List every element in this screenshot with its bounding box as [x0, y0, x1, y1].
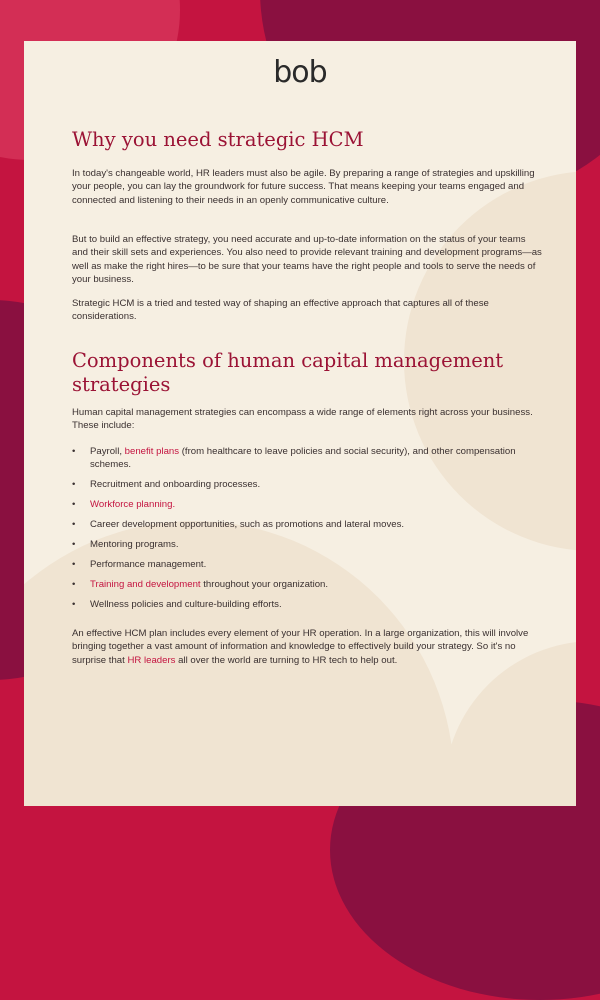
paragraph-text: An effective HCM plan includes every element of your HR operation. In a large organization, this will involve bringing together a vast amount of information and knowledge to effectively build your strategy. So it's no surprise that — [72, 628, 529, 666]
list-item — [72, 578, 542, 591]
list-item — [72, 598, 542, 611]
closing-paragraph — [72, 627, 542, 667]
benefit-plans-link[interactable]: benefit plans — [124, 446, 180, 457]
list-item — [72, 558, 542, 571]
item-text: throughout your organization. — [200, 579, 329, 591]
list-item — [72, 518, 542, 531]
bullet: • — [72, 479, 76, 491]
bullet: • — [72, 446, 76, 457]
training-development-link[interactable]: Training and development — [90, 579, 201, 591]
document-page — [24, 41, 576, 806]
bob-logo: bob — [273, 55, 327, 90]
item-text: Performance management. — [90, 559, 207, 571]
hr-leaders-link[interactable]: HR leaders — [127, 654, 176, 666]
bullet: • — [72, 499, 76, 511]
item-text: Wellness policies and culture-building efforts. — [90, 599, 282, 611]
bullet: • — [72, 599, 76, 611]
paragraph-text: all over the world are turning to HR tech to help out. — [175, 654, 398, 666]
components-list — [72, 445, 542, 618]
item-text: Payroll, — [90, 446, 125, 457]
paragraph: In today's changeable world, HR leaders must also be agile. By preparing a range of strategies and upskilling your people, you can lay the groundwork for future success. That means keeping your teams engaged and connected and listening to their needs in an openly communicative culture. — [72, 168, 535, 206]
paragraph: Human capital management strategies can encompass a wide range of elements right across your business. These include: — [72, 407, 533, 432]
list-item — [72, 445, 542, 472]
section-title-components: Components of human capital management strategies — [72, 349, 504, 396]
bullet: • — [72, 559, 76, 571]
section-title-strategic-hcm: Why you need strategic HCM — [72, 128, 364, 151]
bullet: • — [72, 579, 76, 591]
item-text: (from healthcare to leave policies and social security), and other compensation schemes. — [90, 446, 516, 471]
item-text: Recruitment and onboarding processes. — [90, 479, 261, 491]
bullet: • — [72, 519, 76, 531]
paragraph: But to build an effective strategy, you need accurate and up-to-date information on the status of your teams and their skill sets and experiences. You also need to provide relevant training and development programs—as well as make the right hires—to be sure that your teams have the right people and tools to serve the needs of your business. — [72, 234, 542, 286]
item-text: Career development opportunities, such as promotions and lateral moves. — [90, 519, 405, 531]
bullet: • — [72, 539, 76, 551]
list-item — [72, 498, 542, 511]
list-item — [72, 478, 542, 491]
workforce-planning-link[interactable]: Workforce planning. — [90, 499, 176, 511]
item-text: Mentoring programs. — [90, 539, 179, 551]
list-item — [72, 538, 542, 551]
paragraph: Strategic HCM is a tried and tested way of shaping an effective approach that captures all of these considerations. — [72, 298, 489, 323]
